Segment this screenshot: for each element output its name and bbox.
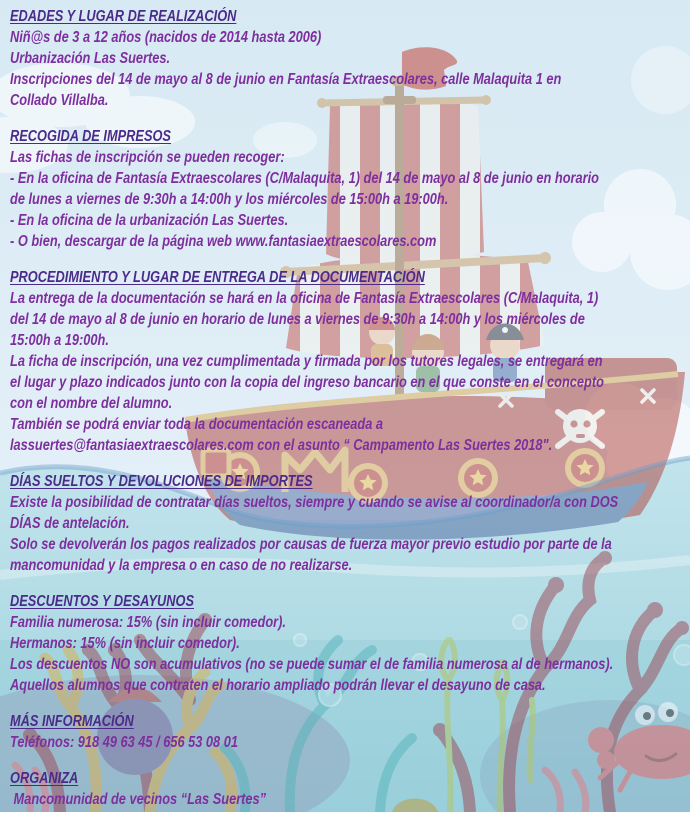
text-line: con el nombre del alumno. (10, 395, 173, 412)
section-dias-sueltos (10, 471, 686, 576)
text-line: La entrega de la documentación se hará en la oficina de Fantasía Extraescolares (C/Malaquita, 1) (10, 290, 599, 307)
text-line: - En la oficina de la urbanización Las Suertes. (10, 212, 289, 229)
text-line: DÍAS de antelación. (10, 515, 130, 532)
text-line: - O bien, descargar de la página web www.fantasiaextraescolares.com (10, 233, 437, 250)
text-line: del 14 de mayo al 8 de junio en horario de lunes a viernes de 9:30h a 14:00h y los miércoles de (10, 311, 585, 328)
text-line: Los descuentos NO son acumulativos (no se puede sumar el de familia numerosa al de hermanos). (10, 656, 614, 673)
text-line: mancomunidad y la empresa o en caso de no realizarse. (10, 557, 353, 574)
text-line: lassuertes@fantasiaextraescolares.com con el asunto “ Campamento Las Suertes 2018". (10, 437, 553, 454)
section-edades (10, 6, 686, 111)
text-line: 15:00h a 19:00h. (10, 332, 109, 349)
text-line: Hermanos: 15% (sin incluir comedor). (10, 635, 240, 652)
section-heading: ORGANIZA (10, 770, 79, 787)
text-line: Aquellos alumnos que contraten el horario ampliado podrán llevar el desayuno de casa. (10, 677, 546, 694)
text-line: Familia numerosa: 15% (sin incluir comedor). (10, 614, 286, 631)
section-heading: RECOGIDA DE IMPRESOS (10, 128, 171, 145)
section-procedimiento (10, 267, 686, 456)
text-line: Collado Villalba. (10, 92, 109, 109)
text-line: También se podrá enviar toda la documentación escaneada a (10, 416, 383, 433)
text-line: La ficha de inscripción, una vez cumplimentada y firmada por los tutores legales, se entregará en (10, 353, 603, 370)
section-mas-informacion (10, 711, 686, 753)
text-line: Las fichas de inscripción se pueden recoger: (10, 149, 285, 166)
flyer-text (10, 6, 686, 825)
section-heading: DESCUENTOS Y DESAYUNOS (10, 593, 194, 610)
section-heading: PROCEDIMIENTO Y LUGAR DE ENTREGA DE LA DOCUMENTACIÓN (10, 269, 425, 286)
section-heading: EDADES Y LUGAR DE REALIZACIÓN (10, 8, 237, 25)
section-heading: MÁS INFORMACIÓN (10, 713, 134, 730)
text-line: Niñ@s de 3 a 12 años (nacidos de 2014 hasta 2006) (10, 29, 322, 46)
text-line: Existe la posibilidad de contratar días sueltos, siempre y cuando se avise al coordinador/a con DOS (10, 494, 619, 511)
section-organiza (10, 768, 686, 810)
section-descuentos (10, 591, 686, 696)
text-line: Solo se devolverán los pagos realizados por causas de fuerza mayor previo estudio por parte de la (10, 536, 612, 553)
section-heading: DÍAS SUELTOS Y DEVOLUCIONES DE IMPORTES (10, 473, 313, 490)
text-line: Inscripciones del 14 de mayo al 8 de junio en Fantasía Extraescolares, calle Malaquita 1 en (10, 71, 562, 88)
phone-numbers: Teléfonos: 918 49 63 45 / 656 53 08 01 (10, 734, 238, 751)
section-recogida (10, 126, 686, 252)
text-line: Urbanización Las Suertes. (10, 50, 171, 67)
text-line: - En la oficina de Fantasía Extraescolares (C/Malaquita, 1) del 14 de mayo al 8 de junio en horario (10, 170, 599, 187)
text-line: el lugar y plazo indicados junto con la copia del ingreso bancario en el que conste en el concepto (10, 374, 604, 391)
text-line: de lunes a viernes de 9:30h a 14:00h y los miércoles de 15:00h a 19:00h. (10, 191, 449, 208)
text-line: Mancomunidad de vecinos “Las Suertes” (10, 791, 267, 808)
